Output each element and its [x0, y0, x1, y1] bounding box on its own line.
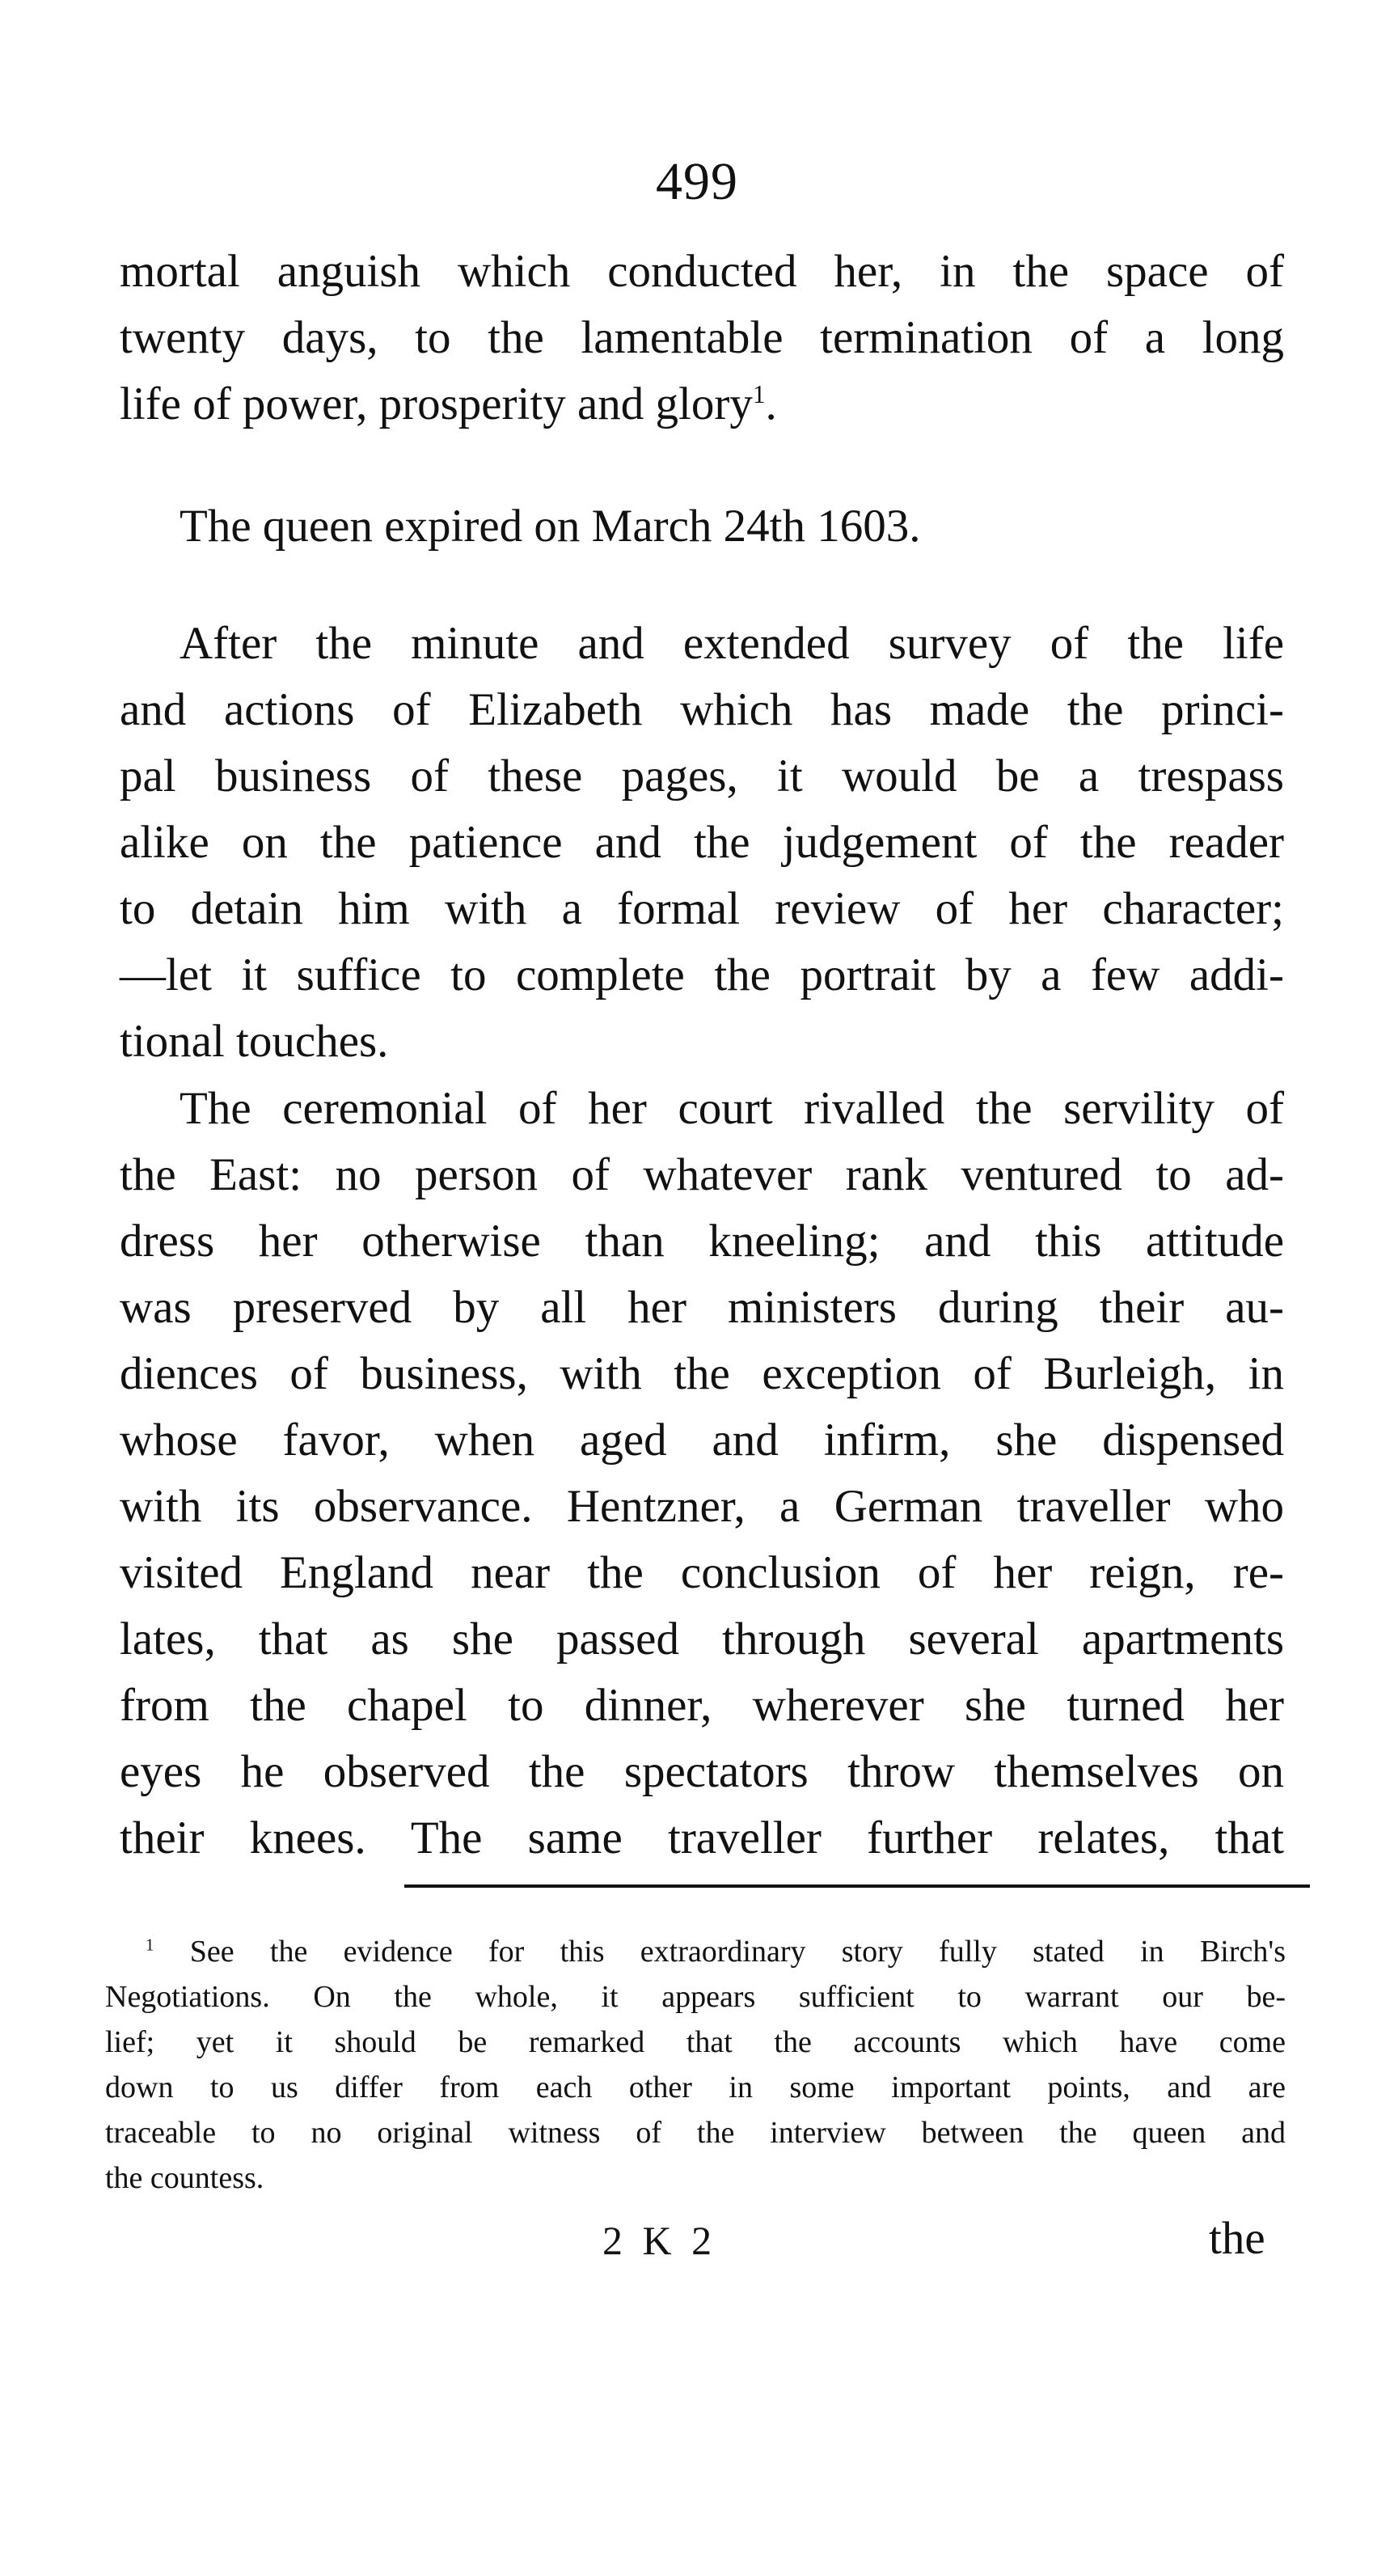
footnote-line: traceable to no original witness of the interview between the queen and [105, 2116, 1286, 2150]
catchword: the [1209, 2213, 1265, 2264]
footnote-line: Negotiations. On the whole, it appears sufficient to warrant our be- [105, 1980, 1286, 2014]
text-line: visited England near the conclusion of her reign, re- [120, 1547, 1284, 1598]
text-line: was preserved by all her ministers during their au- [120, 1282, 1284, 1333]
continued-paragraph [120, 239, 1284, 438]
footnote-line: See the evidence for this extraordinary story fully stated in Birch's [189, 1935, 1286, 1969]
text-line: from the chapel to dinner, wherever she turned her [120, 1680, 1284, 1731]
text-line: with its observance. Hentzner, a German traveller who [120, 1481, 1284, 1532]
text-line: alike on the patience and the judgement of the reader [120, 817, 1284, 868]
text-line: whose favor, when aged and infirm, she dispensed [120, 1415, 1284, 1466]
text-line: dress her otherwise than kneeling; and this attitude [120, 1216, 1284, 1267]
text-line: and actions of Elizabeth which has made the princi- [120, 684, 1284, 735]
text-line: lates, that as she passed through several apartments [120, 1614, 1284, 1664]
text-line-last [120, 371, 1284, 438]
text-line: their knees. The same traveller further relates, that [120, 1813, 1284, 1863]
footnote-reference[interactable]: 1 [752, 380, 766, 408]
footnote-marker: 1 [146, 1935, 154, 1955]
signature-mark: 2 K 2 [602, 2218, 717, 2263]
footnote-line: down to us differ from each other in some important points, and are [105, 2071, 1286, 2104]
paragraph-ceremonial [120, 1076, 1284, 1872]
text-line: tional touches. [120, 1016, 389, 1067]
sentence-end: . [765, 379, 777, 429]
text-line: The queen expired on March 24th 1603. [180, 501, 921, 552]
page-number: 499 [656, 152, 738, 211]
footnote-line-first [105, 1929, 1286, 1974]
text-line: The ceremonial of her court rivalled the servility of [180, 1083, 1284, 1134]
footnote-divider [404, 1884, 1310, 1888]
text-line: life of power, prosperity and glory [120, 379, 753, 429]
paragraph-review [120, 611, 1284, 1075]
text-line: diences of business, with the exception of Burleigh, in [120, 1348, 1284, 1399]
footnote-line: the countess. [105, 2161, 264, 2195]
text-line: to detain him with a formal review of her character; [120, 883, 1284, 934]
text-line: pal business of these pages, it would be a trespass [120, 751, 1284, 802]
death-statement [120, 493, 1284, 560]
text-line: twenty days, to the lamentable termination of a long [120, 312, 1284, 363]
text-line: eyes he observed the spectators throw themselves on [120, 1746, 1284, 1797]
text-line: —let it suffice to complete the portrait by a few addi- [120, 950, 1284, 1000]
text-line: mortal anguish which conducted her, in the space of [120, 246, 1284, 297]
footnote [105, 1929, 1286, 2201]
text-line: After the minute and extended survey of the life [180, 618, 1284, 669]
text-line: the East: no person of whatever rank ventured to ad- [120, 1149, 1284, 1200]
footnote-line: lief; yet it should be remarked that the accounts which have come [105, 2025, 1286, 2059]
